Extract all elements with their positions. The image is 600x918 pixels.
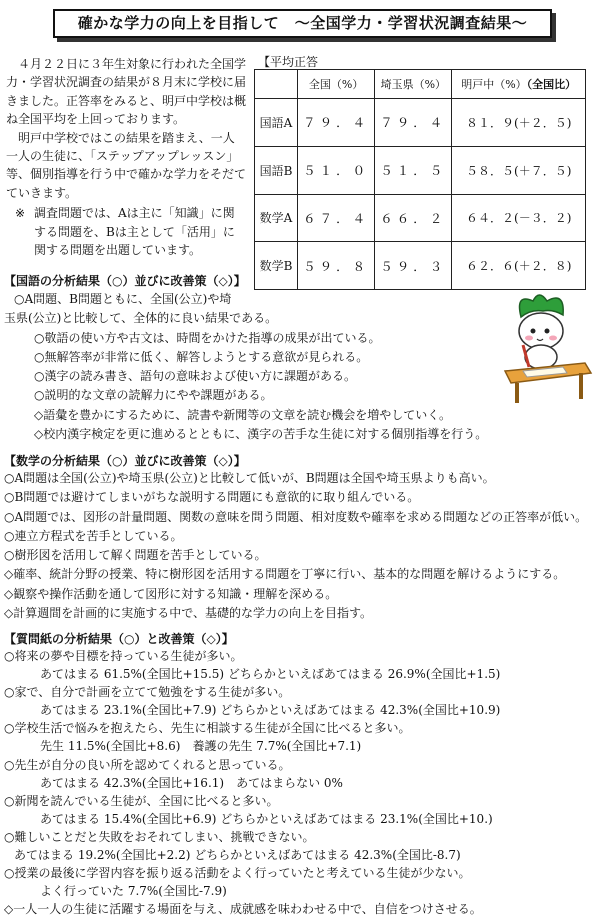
sugaku-lines	[4, 469, 596, 623]
sugaku-section-title: 【数学の分析結果（○）並びに改善策（◇）】	[4, 454, 246, 468]
list-item: ○A問題は全国(公立)や埼玉県(公立)と比較して低いが、B問題は全国や埼玉県よりも高い。	[4, 471, 495, 485]
list-item: ◇計算週間を計画的に実施する中で、基礎的な学力の向上を目指す。	[4, 606, 373, 621]
list-item: ○A問題、B問題ともに、全国(公立)や埼	[14, 292, 232, 306]
list-item: 玉県(公立)と比較して、全体的に良い結果である。	[4, 311, 278, 326]
cell-mito: ８１．９(＋２．５)	[452, 99, 586, 147]
row-subject: 国語A	[255, 99, 298, 147]
header-mito-note: （全国比）	[526, 78, 577, 91]
avg-table-label: 【平均正答	[258, 55, 319, 69]
list-item: ○家で、自分で計画を立てて勉強をする生徒が多い。	[4, 685, 291, 700]
header-mito-label: 明戸中（%）	[461, 78, 527, 91]
list-item: ○樹形図を活用して解く問題を苦手としている。	[4, 548, 267, 563]
list-item: あてはまる 42.3%(全国比+16.1) あてはまらない 0%	[40, 775, 343, 790]
list-item: ○授業の最後に学習内容を振り返る活動をよく行っていたと考えている生徒が少ない。	[4, 866, 471, 881]
list-item: ○敬語の使い方や古文は、時間をかけた指導の成果が出ている。	[34, 330, 381, 345]
list-item: あてはまる 15.4%(全国比+6.9) どちらかといえばあてはまる 23.1%(全国比+10.)	[40, 811, 493, 826]
average-score-table	[254, 69, 586, 290]
cell-mito: ６２．６(＋２．８)	[452, 242, 586, 290]
cell-national: ５１．０	[298, 146, 375, 194]
cell-saitama: ６６．２	[375, 194, 452, 242]
cell-national: ６７．４	[298, 194, 375, 242]
cell-saitama: ５１．５	[375, 146, 452, 194]
cell-saitama: ５９．３	[375, 242, 452, 290]
list-item: ◇語彙を豊かにするために、読書や新聞等の文章を読む機会を増やしていく。	[34, 407, 451, 422]
note-mark: ※	[14, 206, 26, 221]
header-national: 全国（%）	[298, 70, 375, 99]
kokugo-section-title: 【国語の分析結果（○）並びに改善策（◇）】	[4, 274, 246, 288]
cell-national: ５９．８	[298, 242, 375, 290]
list-item: ○説明的な文章の読解力にやや課題がある。	[34, 388, 273, 403]
table-row	[255, 146, 586, 194]
cell-national: ７９．４	[298, 99, 375, 147]
list-item: ○将来の夢や目標を持っている生徒が多い。	[4, 649, 243, 663]
list-item: ○新聞を読んでいる生徒が、全国に比べると多い。	[4, 793, 279, 808]
list-item: ○無解答率が非常に低く、解答しようとする意欲が見られる。	[34, 349, 369, 364]
intro-text	[6, 55, 246, 259]
shitsumon-section-title: 【質問紙の分析結果（○）と改善策（◇）】	[4, 632, 234, 646]
list-item: ○A問題では、図形の計量問題、関数の意味を問う問題、相対度数や確率を求める問題などの正答率が低い。	[4, 509, 588, 524]
list-item: ◇一人一人の生徒に活躍する場面を与え、成就感を味わわせる中で、自信をつけさせる。	[4, 902, 482, 917]
row-subject: 国語B	[255, 146, 298, 194]
list-item: あてはまる 61.5%(全国比+15.5) どちらかといえばあてはまる 26.9%(全国比+1.5)	[40, 667, 501, 682]
list-item: 先生 11.5%(全国比+8.6) 養護の先生 7.7%(全国比+7.1)	[40, 739, 362, 754]
table-row	[255, 242, 586, 290]
row-subject: 数学B	[255, 242, 298, 290]
list-item: ○先生が自分の良い所を認めてくれると思っている。	[4, 757, 291, 772]
table-row	[255, 194, 586, 242]
list-item: ○漢字の読み書き、語句の意味および使い方に課題がある。	[34, 369, 356, 384]
cell-mito: ６４．２(－３．２)	[452, 194, 586, 242]
list-item: ○B問題では避けてしまいがちな説明する問題にも意欲的に取り組んでいる。	[4, 490, 420, 505]
list-item: ◇校内漢字検定を更に進めるとともに、漢字の苦手な生徒に対する個別指導を行う。	[34, 427, 488, 442]
list-item: ○難しいことだと失敗をおそれてしまい、挑戦できない。	[4, 829, 315, 844]
table-row	[255, 99, 586, 147]
list-item: あてはまる 23.1%(全国比+7.9) どちらかといえばあてはまる 42.3%(全国比+10.9)	[40, 703, 501, 718]
cell-saitama: ７９．４	[375, 99, 452, 147]
shitsumon-lines	[4, 647, 596, 918]
cell-mito: ５８．５(＋７．５)	[452, 146, 586, 194]
intro-note	[6, 204, 246, 259]
list-item: ◇確率、統計分野の授業、特に樹形図を活用する問題を丁寧に行い、基本的な問題を解けるようにする。	[4, 567, 566, 582]
list-item: ◇観察や操作活動を通して図形に対する知識・理解を深める。	[4, 586, 338, 601]
header-mito	[452, 70, 586, 99]
note-text: 調査問題では、Aは主に「知識」に関する問題を、Bは主として「活用」に関する問題を出題しています。	[34, 206, 235, 258]
row-subject: 数学A	[255, 194, 298, 242]
list-item: よく行っていた 7.7%(全国比-7.9)	[40, 884, 227, 899]
list-item: ○学校生活で悩みを抱えたら、先生に相談する生徒が全国に比べると多い。	[4, 721, 411, 736]
intro-paragraph-2: 明戸中学校ではこの結果を踏まえ、一人一人の生徒に、「ステップアップレッスン」等、個別指導を行う中で確かな学力をそだてていきます。	[6, 130, 247, 200]
header-blank	[255, 70, 298, 99]
mascot-illustration	[493, 287, 593, 407]
list-item: あてはまる 19.2%(全国比+2.2) どちらかといえばあてはまる 42.3%(全国比-8.7)	[14, 848, 461, 863]
table-header-row	[255, 70, 586, 99]
page-title: 確かな学力の向上を目指して ～全国学力・学習状況調査結果～	[53, 9, 552, 38]
header-saitama: 埼玉県（%）	[375, 70, 452, 99]
list-item: ○連立方程式を苦手としている。	[4, 528, 183, 543]
intro-paragraph-1: ４月２２日に３年生対象に行われた全国学力・学習状況調査の結果が８月末に学校に届きました。正答率をみると、明戸中学校は概ね全国平均を上回っております。	[6, 57, 247, 127]
